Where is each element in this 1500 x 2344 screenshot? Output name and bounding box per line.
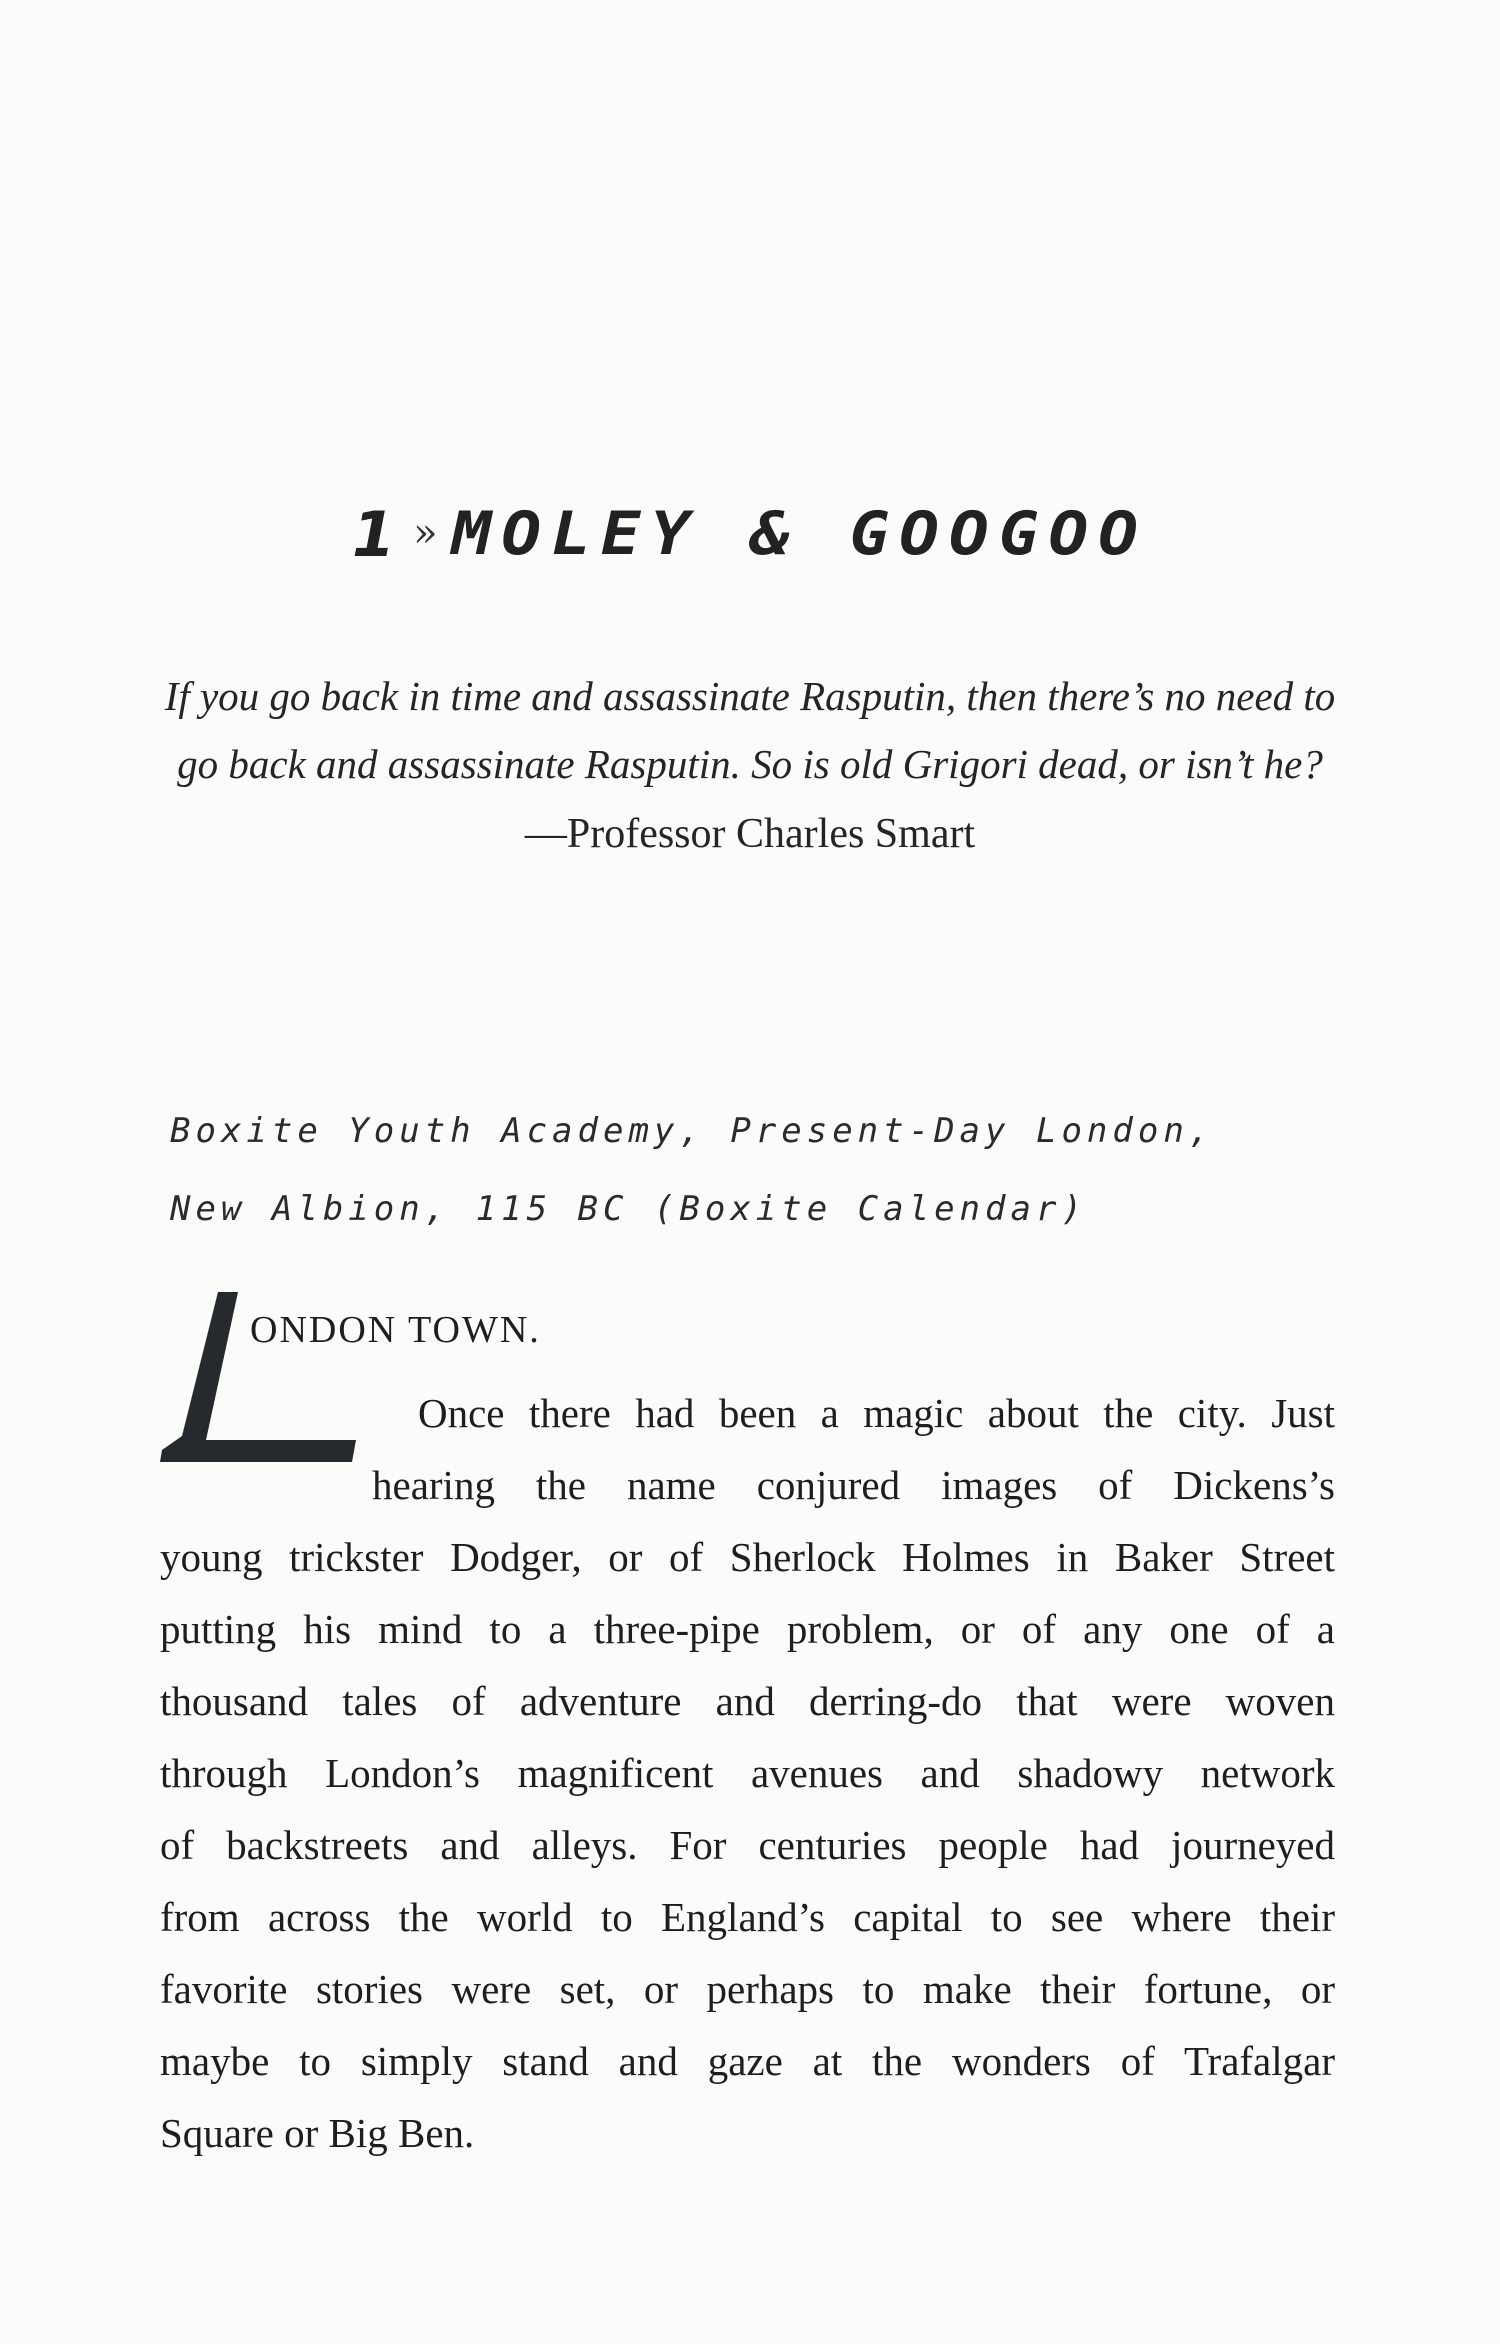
body-line: young trickster Dodger, or of Sherlock Holmes in Baker Street [160, 1534, 1335, 1580]
location-line: New Albion, 115 BC (Boxite Calendar) [170, 1189, 1087, 1229]
chapter-title: MOLEY & GOOGOO [451, 498, 1148, 569]
body-line: Once there had been a magic about the city. Just [418, 1390, 1335, 1436]
body-line: Square or Big Ben. [160, 2110, 475, 2156]
chapter-number: 1 [352, 498, 398, 571]
body-line: hearing the name conjured images of Dickens’s [372, 1462, 1335, 1508]
epigraph-line: If you go back in time and assassinate Rasputin, then there’s no need to [164, 673, 1336, 719]
body-line: favorite stories were set, or perhaps to make their fortune, or [160, 1966, 1335, 2012]
epigraph [140, 662, 1360, 870]
epigraph-line: go back and assassinate Rasputin. So is old Grigori dead, or isn’t he? [177, 741, 1323, 787]
chapter-heading [0, 495, 1500, 572]
epigraph-attribution: —Professor Charles Smart [524, 811, 976, 857]
body-line: from across the world to England’s capital to see where their [160, 1894, 1335, 1940]
body-line: through London’s magnificent avenues and shadowy network [160, 1750, 1335, 1796]
drop-cap-letter: L [158, 1290, 159, 1291]
chapter-separator: » [413, 510, 438, 556]
location-heading [170, 1092, 1214, 1248]
body-line: maybe to simply stand and gaze at the wonders of Trafalgar [160, 2038, 1335, 2084]
body-line: of backstreets and alleys. For centuries people had journeyed [160, 1822, 1335, 1868]
body-line: thousand tales of adventure and derring-do that were woven [160, 1678, 1335, 1724]
opening-words: ONDON TOWN. [250, 1309, 541, 1351]
body-line: putting his mind to a three-pipe problem, or of any one of a [160, 1606, 1335, 1652]
location-line: Boxite Youth Academy, Present-Day London, [170, 1111, 1215, 1151]
body-text [160, 1377, 1335, 2169]
